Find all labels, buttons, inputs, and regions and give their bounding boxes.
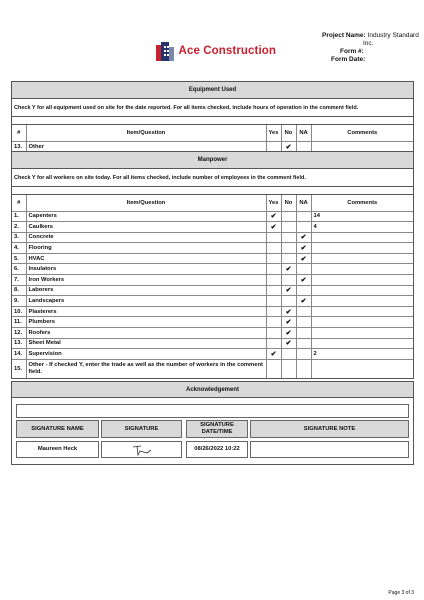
- spacer: [12, 187, 413, 195]
- row-number: 15.: [12, 359, 26, 378]
- comments-field[interactable]: [311, 285, 413, 296]
- col-signature: SIGNATURE: [101, 420, 182, 438]
- na-checkbox[interactable]: [296, 285, 311, 296]
- row-item: Laborers: [26, 285, 266, 296]
- yes-checkbox[interactable]: [266, 359, 281, 378]
- yes-checkbox[interactable]: ✔: [266, 211, 281, 222]
- comments-field[interactable]: [311, 317, 413, 328]
- yes-checkbox[interactable]: [266, 306, 281, 317]
- comments-field[interactable]: [311, 296, 413, 307]
- col-signature-datetime: SIGNATURE DATE/TIME: [186, 420, 248, 438]
- yes-checkbox[interactable]: [266, 338, 281, 349]
- row-number: 1.: [12, 211, 26, 222]
- na-checkbox[interactable]: [296, 211, 311, 222]
- row-item: Sheet Metal: [26, 338, 266, 349]
- na-checkbox[interactable]: ✔: [296, 232, 311, 243]
- no-checkbox[interactable]: [281, 243, 296, 254]
- yes-checkbox[interactable]: [266, 275, 281, 286]
- comments-field[interactable]: [311, 306, 413, 317]
- no-checkbox[interactable]: [281, 359, 296, 378]
- na-checkbox[interactable]: ✔: [296, 296, 311, 307]
- signature-note-field: [250, 441, 409, 458]
- row-number: 6.: [12, 264, 26, 275]
- manpower-rows: [12, 211, 413, 378]
- equipment-title: Equipment Used: [12, 82, 413, 99]
- no-checkbox[interactable]: [281, 211, 296, 222]
- signer-name: Maureen Heck: [16, 441, 99, 458]
- manpower-section: [11, 151, 414, 379]
- na-checkbox[interactable]: ✔: [296, 243, 311, 254]
- table-row: [12, 232, 413, 243]
- col-signature-name: SIGNATURE NAME: [16, 420, 99, 438]
- table-header-row: [12, 125, 413, 141]
- na-checkbox[interactable]: ✔: [296, 253, 311, 264]
- yes-checkbox[interactable]: [266, 296, 281, 307]
- form-number-label: Form #:: [340, 48, 364, 55]
- col-header-comments: Comments: [311, 125, 413, 141]
- comments-field[interactable]: [311, 264, 413, 275]
- row-number: 3.: [12, 232, 26, 243]
- no-checkbox[interactable]: ✔: [281, 141, 296, 152]
- na-checkbox[interactable]: [296, 264, 311, 275]
- comments-field[interactable]: [311, 359, 413, 378]
- row-item: HVAC: [26, 253, 266, 264]
- table-row: [12, 211, 413, 222]
- table-row: [12, 338, 413, 349]
- project-name-label: Project Name:: [322, 32, 366, 39]
- equipment-table: [12, 125, 413, 152]
- row-item: Landscapers: [26, 296, 266, 307]
- row-item: Concrete: [26, 232, 266, 243]
- yes-checkbox[interactable]: [266, 253, 281, 264]
- na-checkbox[interactable]: [296, 317, 311, 328]
- row-item: Other: [26, 141, 266, 152]
- project-name-value: Industry Standard: [367, 32, 419, 39]
- no-checkbox[interactable]: [281, 349, 296, 360]
- row-number: 9.: [12, 296, 26, 307]
- table-row: [12, 141, 413, 152]
- row-item: Plasterers: [26, 306, 266, 317]
- row-item: Insulators: [26, 264, 266, 275]
- col-header-item: Item/Question: [26, 195, 266, 211]
- project-name-value-cont: Inc.: [363, 40, 374, 47]
- na-checkbox[interactable]: [296, 306, 311, 317]
- row-item: Roofers: [26, 328, 266, 339]
- table-row: [12, 359, 413, 378]
- na-checkbox[interactable]: [296, 349, 311, 360]
- equipment-rows: [12, 141, 413, 152]
- row-item: Supervision: [26, 349, 266, 360]
- comments-field[interactable]: [311, 275, 413, 286]
- comments-field[interactable]: [311, 141, 413, 152]
- col-header-number: #: [12, 195, 26, 211]
- na-checkbox[interactable]: [296, 359, 311, 378]
- na-checkbox[interactable]: [296, 222, 311, 233]
- table-row: [12, 317, 413, 328]
- table-row: [12, 328, 413, 339]
- row-item: Caulkers: [26, 222, 266, 233]
- company-name: Ace Construction: [178, 45, 276, 57]
- manpower-title: Manpower: [12, 152, 413, 169]
- yes-checkbox[interactable]: [266, 232, 281, 243]
- no-checkbox[interactable]: ✔: [281, 264, 296, 275]
- row-number: 13.: [12, 141, 26, 152]
- table-header-row: [12, 195, 413, 211]
- na-checkbox[interactable]: [296, 328, 311, 339]
- handwritten-signature-icon: [127, 443, 157, 457]
- equipment-section: [11, 81, 414, 153]
- table-row: [12, 253, 413, 264]
- col-signature-note: SIGNATURE NOTE: [250, 420, 409, 438]
- col-header-na: NA: [296, 125, 311, 141]
- table-row: [12, 222, 413, 233]
- no-checkbox[interactable]: ✔: [281, 338, 296, 349]
- no-checkbox[interactable]: ✔: [281, 285, 296, 296]
- yes-checkbox[interactable]: [266, 264, 281, 275]
- manpower-table: [12, 195, 413, 378]
- row-number: 10.: [12, 306, 26, 317]
- col-header-yes: Yes: [266, 195, 281, 211]
- col-header-number: #: [12, 125, 26, 141]
- yes-checkbox[interactable]: [266, 317, 281, 328]
- no-checkbox[interactable]: ✔: [281, 306, 296, 317]
- equipment-instructions: Check Y for all equipment used on site for the date reported. For all items checked, include hours of operation in the comment field.: [12, 99, 413, 117]
- row-number: 2.: [12, 222, 26, 233]
- col-header-no: No: [281, 195, 296, 211]
- na-checkbox[interactable]: [296, 141, 311, 152]
- row-item: Plumbers: [26, 317, 266, 328]
- comments-field[interactable]: [311, 243, 413, 254]
- row-number: 11.: [12, 317, 26, 328]
- row-number: 8.: [12, 285, 26, 296]
- no-checkbox[interactable]: [281, 296, 296, 307]
- table-row: [12, 306, 413, 317]
- table-row: [12, 296, 413, 307]
- page-header: [0, 0, 424, 75]
- no-checkbox[interactable]: [281, 232, 296, 243]
- col-header-yes: Yes: [266, 125, 281, 141]
- yes-checkbox[interactable]: ✔: [266, 349, 281, 360]
- col-header-no: No: [281, 125, 296, 141]
- signature-field[interactable]: [101, 441, 182, 458]
- yes-checkbox[interactable]: [266, 285, 281, 296]
- row-number: 7.: [12, 275, 26, 286]
- table-row: [12, 264, 413, 275]
- comments-field[interactable]: [311, 232, 413, 243]
- acknowledgement-title: Acknowledgement: [12, 382, 413, 398]
- row-item: Iron Workers: [26, 275, 266, 286]
- acknowledgement-section: [11, 381, 414, 465]
- form-date-label: Form Date:: [331, 56, 366, 63]
- col-header-comments: Comments: [311, 195, 413, 211]
- row-number: 14.: [12, 349, 26, 360]
- building-logo-icon: [156, 41, 174, 61]
- yes-checkbox[interactable]: [266, 141, 281, 152]
- comments-field[interactable]: 2: [311, 349, 413, 360]
- row-item: Other - If checked Y, enter the trade as well as the number of workers in the comment field.: [26, 359, 266, 378]
- page-number: Page 3 of 3: [388, 590, 414, 596]
- row-number: 4.: [12, 243, 26, 254]
- project-name: [322, 32, 419, 40]
- yes-checkbox[interactable]: [266, 243, 281, 254]
- manpower-instructions: Check Y for all workers on site today. For all items checked, include number of employees in the comment field.: [12, 169, 413, 187]
- signed-datetime: 08/26/2022 10:22: [186, 441, 248, 458]
- row-number: 13.: [12, 338, 26, 349]
- na-checkbox[interactable]: ✔: [296, 275, 311, 286]
- row-item: Flooring: [26, 243, 266, 254]
- no-checkbox[interactable]: [281, 253, 296, 264]
- yes-checkbox[interactable]: ✔: [266, 222, 281, 233]
- no-checkbox[interactable]: ✔: [281, 317, 296, 328]
- na-checkbox[interactable]: [296, 338, 311, 349]
- table-row: [12, 349, 413, 360]
- table-row: [12, 285, 413, 296]
- company-logo: [156, 39, 276, 63]
- yes-checkbox[interactable]: [266, 328, 281, 339]
- comments-field[interactable]: [311, 328, 413, 339]
- comments-field[interactable]: [311, 253, 413, 264]
- col-header-na: NA: [296, 195, 311, 211]
- comments-field[interactable]: 14: [311, 211, 413, 222]
- comments-field[interactable]: [311, 338, 413, 349]
- no-checkbox[interactable]: [281, 275, 296, 286]
- no-checkbox[interactable]: [281, 222, 296, 233]
- row-number: 5.: [12, 253, 26, 264]
- table-row: [12, 275, 413, 286]
- table-row: [12, 243, 413, 254]
- col-header-item: Item/Question: [26, 125, 266, 141]
- spacer: [12, 117, 413, 125]
- row-number: 12.: [12, 328, 26, 339]
- row-item: Capenters: [26, 211, 266, 222]
- acknowledgement-text-box: [16, 404, 409, 418]
- comments-field[interactable]: 4: [311, 222, 413, 233]
- no-checkbox[interactable]: ✔: [281, 328, 296, 339]
